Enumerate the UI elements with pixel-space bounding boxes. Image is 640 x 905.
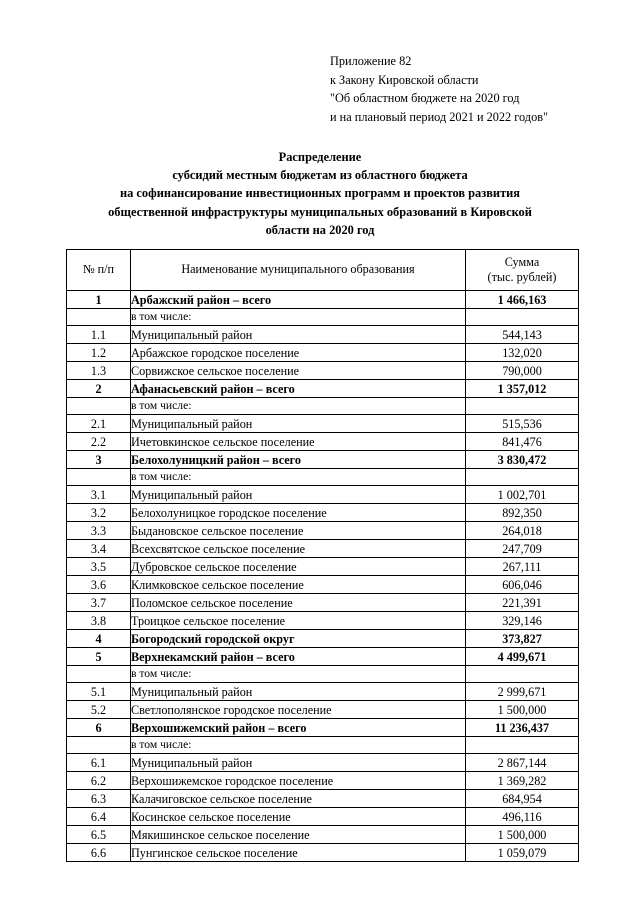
table-row [67, 790, 579, 808]
column-header-name: Наименование муниципального образования [131, 250, 466, 291]
reference-line: Приложение 82 [330, 54, 412, 68]
cell-amount: 1 369,282 [466, 772, 579, 790]
table-row [67, 504, 579, 522]
table-row [67, 522, 579, 540]
cell-number: 5.2 [67, 701, 131, 719]
cell-amount: 684,954 [466, 790, 579, 808]
title-line: общественной инфраструктуры муниципальных образований в Кировской [108, 204, 532, 219]
cell-number: 3.8 [67, 612, 131, 630]
table-row [67, 344, 579, 362]
table-body [67, 291, 579, 862]
cell-municipality-name: в том числе: [131, 666, 466, 683]
cell-amount: 264,018 [466, 522, 579, 540]
cell-number: 3.2 [67, 504, 131, 522]
table-row [67, 612, 579, 630]
cell-amount: 221,391 [466, 594, 579, 612]
table-row [67, 719, 579, 737]
cell-number: 6 [67, 719, 131, 737]
cell-municipality-name: Мякишинское сельское поселение [131, 826, 466, 844]
cell-amount: 373,827 [466, 630, 579, 648]
cell-municipality-name: Муниципальный район [131, 486, 466, 504]
table-row [67, 415, 579, 433]
title-line: области на 2020 год [265, 222, 375, 237]
cell-number: 3 [67, 451, 131, 469]
table-row [67, 666, 579, 683]
cell-number: 2.2 [67, 433, 131, 451]
table-row [67, 540, 579, 558]
document-reference-header [330, 52, 590, 126]
cell-municipality-name: Афанасьевский район – всего [131, 380, 466, 398]
cell-municipality-name: Муниципальный район [131, 415, 466, 433]
cell-amount [466, 398, 579, 415]
cell-number: 1.2 [67, 344, 131, 362]
cell-amount: 1 500,000 [466, 701, 579, 719]
subsidies-table [66, 249, 579, 862]
cell-amount: 4 499,671 [466, 648, 579, 666]
cell-municipality-name: Арбажское городское поселение [131, 344, 466, 362]
cell-amount [466, 309, 579, 326]
cell-municipality-name: Климковское сельское поселение [131, 576, 466, 594]
cell-municipality-name: Белохолуницкий район – всего [131, 451, 466, 469]
table-row [67, 326, 579, 344]
cell-municipality-name: Троицкое сельское поселение [131, 612, 466, 630]
cell-number [67, 309, 131, 326]
title-line: Распределение [278, 150, 362, 164]
column-header-number: № п/п [67, 250, 131, 291]
cell-number [67, 666, 131, 683]
table-row [67, 291, 579, 309]
cell-municipality-name: Поломское сельское поселение [131, 594, 466, 612]
cell-number: 3.4 [67, 540, 131, 558]
table-row [67, 737, 579, 754]
cell-number: 6.1 [67, 754, 131, 772]
table-row [67, 648, 579, 666]
cell-amount: 247,709 [466, 540, 579, 558]
cell-municipality-name: в том числе: [131, 469, 466, 486]
cell-number: 6.4 [67, 808, 131, 826]
cell-amount: 790,000 [466, 362, 579, 380]
cell-number: 1 [67, 291, 131, 309]
cell-number: 6.2 [67, 772, 131, 790]
cell-amount [466, 737, 579, 754]
cell-number [67, 737, 131, 754]
cell-amount: 606,046 [466, 576, 579, 594]
cell-amount: 892,350 [466, 504, 579, 522]
table-row [67, 309, 579, 326]
cell-amount: 1 357,012 [466, 380, 579, 398]
cell-amount: 1 059,079 [466, 844, 579, 862]
cell-number: 3.7 [67, 594, 131, 612]
table-row [67, 558, 579, 576]
cell-number: 6.5 [67, 826, 131, 844]
cell-amount: 329,146 [466, 612, 579, 630]
cell-amount [466, 469, 579, 486]
table-header-row [67, 250, 579, 291]
cell-municipality-name: Верхошижемский район – всего [131, 719, 466, 737]
table-row [67, 362, 579, 380]
cell-municipality-name: Пунгинское сельское поселение [131, 844, 466, 862]
cell-number [67, 398, 131, 415]
column-header-sum [466, 250, 579, 291]
table-row [67, 772, 579, 790]
table-row [67, 451, 579, 469]
cell-amount: 1 500,000 [466, 826, 579, 844]
cell-municipality-name: в том числе: [131, 309, 466, 326]
cell-amount: 1 466,163 [466, 291, 579, 309]
cell-municipality-name: в том числе: [131, 398, 466, 415]
cell-municipality-name: Косинское сельское поселение [131, 808, 466, 826]
cell-number: 5.1 [67, 683, 131, 701]
cell-municipality-name: Белохолуницкое городское поселение [131, 504, 466, 522]
cell-amount: 1 002,701 [466, 486, 579, 504]
cell-number: 1.3 [67, 362, 131, 380]
cell-amount: 841,476 [466, 433, 579, 451]
cell-number: 6.3 [67, 790, 131, 808]
cell-municipality-name: Светлополянское городское поселение [131, 701, 466, 719]
cell-amount [466, 666, 579, 683]
cell-amount: 2 999,671 [466, 683, 579, 701]
cell-municipality-name: Калачиговское сельское поселение [131, 790, 466, 808]
cell-number: 5 [67, 648, 131, 666]
cell-number [67, 469, 131, 486]
cell-amount: 496,116 [466, 808, 579, 826]
table-row [67, 683, 579, 701]
cell-number: 1.1 [67, 326, 131, 344]
cell-amount: 11 236,437 [466, 719, 579, 737]
table-row [67, 380, 579, 398]
cell-municipality-name: Муниципальный район [131, 683, 466, 701]
cell-amount: 2 867,144 [466, 754, 579, 772]
cell-municipality-name: Муниципальный район [131, 326, 466, 344]
cell-number: 3.5 [67, 558, 131, 576]
table-row [67, 808, 579, 826]
table-row [67, 594, 579, 612]
column-header-sum-label: Сумма [504, 254, 540, 269]
cell-municipality-name: Сорвижское сельское поселение [131, 362, 466, 380]
page-title [60, 148, 580, 239]
table-row [67, 433, 579, 451]
cell-amount: 132,020 [466, 344, 579, 362]
cell-number: 3.6 [67, 576, 131, 594]
table-row [67, 844, 579, 862]
cell-municipality-name: Верхошижемское городское поселение [131, 772, 466, 790]
table-row [67, 486, 579, 504]
cell-number: 4 [67, 630, 131, 648]
cell-municipality-name: Всехсвятское сельское поселение [131, 540, 466, 558]
cell-number: 3.3 [67, 522, 131, 540]
table-row [67, 701, 579, 719]
column-header-sum-units: (тыс. рублей) [487, 270, 557, 284]
table-row [67, 398, 579, 415]
cell-municipality-name: Муниципальный район [131, 754, 466, 772]
cell-municipality-name: в том числе: [131, 737, 466, 754]
cell-municipality-name: Арбажский район – всего [131, 291, 466, 309]
cell-number: 3.1 [67, 486, 131, 504]
cell-amount: 544,143 [466, 326, 579, 344]
cell-municipality-name: Верхнекамский район – всего [131, 648, 466, 666]
cell-municipality-name: Ичетовкинское сельское поселение [131, 433, 466, 451]
table-row [67, 630, 579, 648]
reference-line: к Закону Кировской области [330, 72, 479, 87]
cell-municipality-name: Быдановское сельское поселение [131, 522, 466, 540]
table-row [67, 826, 579, 844]
cell-municipality-name: Богородский городской округ [131, 630, 466, 648]
cell-amount: 267,111 [466, 558, 579, 576]
subsidies-table-container [66, 249, 578, 862]
cell-amount: 515,536 [466, 415, 579, 433]
cell-number: 6.6 [67, 844, 131, 862]
reference-line: "Об областном бюджете на 2020 год [330, 91, 520, 105]
table-row [67, 469, 579, 486]
table-row [67, 754, 579, 772]
cell-number: 2.1 [67, 415, 131, 433]
title-line: субсидий местным бюджетам из областного бюджета [172, 168, 468, 183]
cell-number: 2 [67, 380, 131, 398]
table-row [67, 576, 579, 594]
reference-line: и на плановый период 2021 и 2022 годов" [330, 109, 549, 124]
cell-municipality-name: Дубровское сельское поселение [131, 558, 466, 576]
title-line: на софинансирование инвестиционных программ и проектов развития [120, 186, 520, 201]
cell-amount: 3 830,472 [466, 451, 579, 469]
table-header [67, 250, 579, 291]
